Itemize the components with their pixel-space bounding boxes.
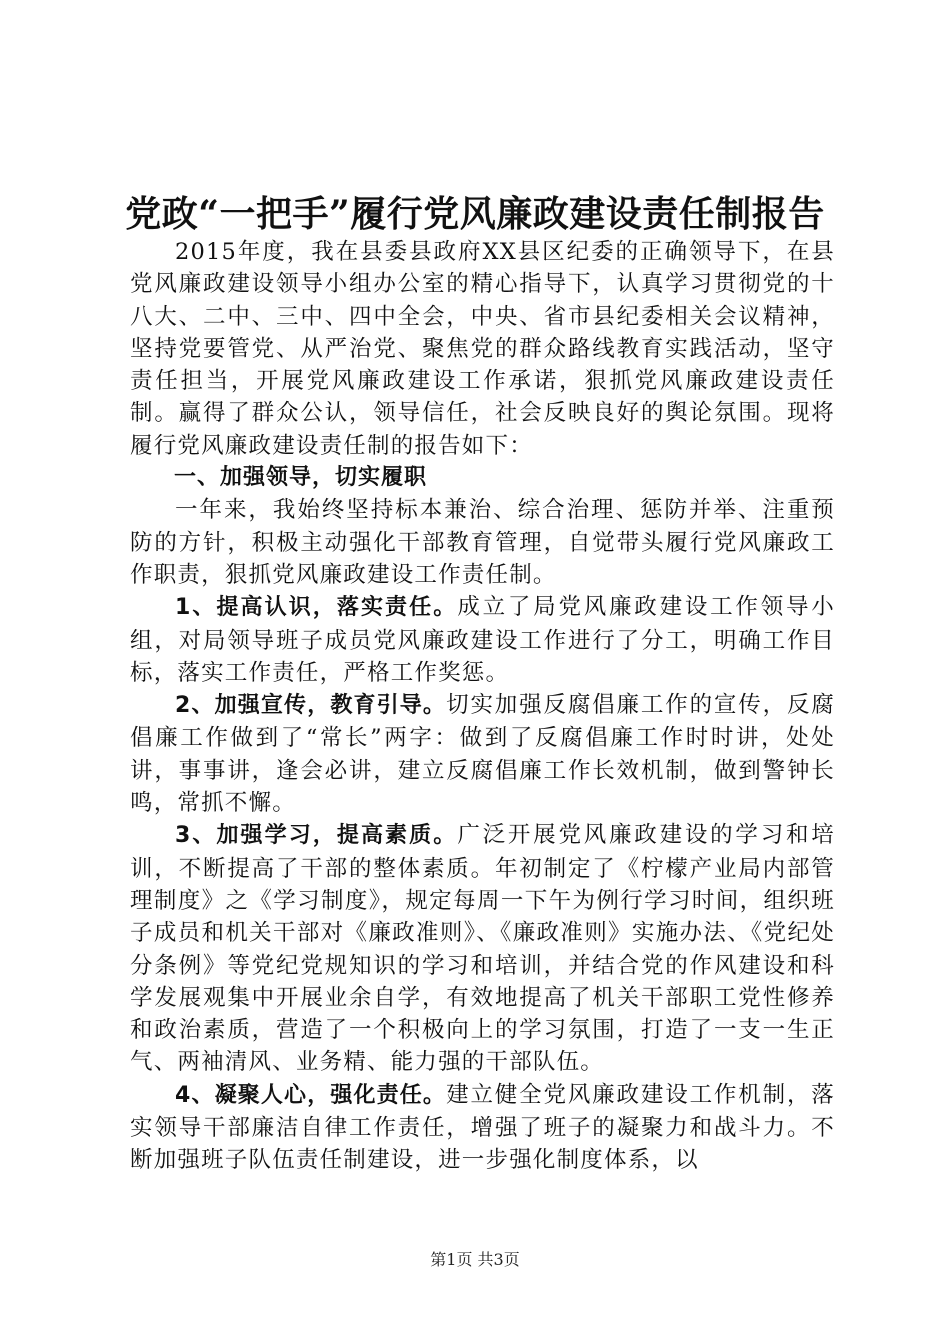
paragraph-lead: 4、凝聚人心，强化责任。 [175, 1082, 447, 1108]
paragraph-lead: 2、加强宣传，教育引导。 [175, 693, 447, 719]
document-body [130, 236, 835, 1177]
intro-paragraph: 2015年度，我在县委县政府XX县区纪委的正确领导下，在县党风廉政建设领导小组办公室的精心指导下，认真学习贯彻党的十八大、二中、三中、四中全会，中央、省市县纪委相关会议精神，坚持党要管党、从严治党、聚焦党的群众路线教育实践活动，坚守责任担当，开展党风廉政建设工作承诺，狠抓党风廉政建设责任制。赢得了群众公认，领导信任，社会反映良好的舆论氛围。现将履行党风廉政建设责任制的报告如下： [130, 239, 835, 459]
paragraph-text: 广泛开展党风廉政建设的学习和培训，不断提高了干部的整体素质。年初制定了《柠檬产业局内部管理制度》之《学习制度》，规定每周一下午为例行学习时间，组织班子成员和机关干部对《廉政准则》、《廉政准则》实施办法、《党纪处分条例》等党纪党规知识的学习和培训，并结合党的作风建设和科学发展观集中开展业余自学，有效地提高了机关干部职工党性修养和政治素质，营造了一个积极向上的学习氛围，打造了一支一生正气、两袖清风、业务精、能力强的干部队伍。 [130, 822, 835, 1076]
section-paragraph: 一年来，我始终坚持标本兼治、综合治理、惩防并举、注重预防的方针，积极主动强化干部教育管理，自觉带头履行党风廉政工作职责，狠抓党风廉政建设工作责任制。 [130, 497, 835, 588]
numbered-paragraph-1 [130, 591, 835, 689]
paragraph-text: 建立健全党风廉政建设工作机制，落实领导干部廉洁自律工作责任，增强了班子的凝聚力和战斗力。不断加强班子队伍责任制建设，进一步强化制度体系，以 [130, 1081, 836, 1174]
numbered-paragraph-2 [130, 689, 835, 819]
page-number-footer: 第1页 共3页 [430, 1250, 520, 1269]
paragraph-lead: 3、加强学习，提高素质。 [175, 823, 458, 849]
section-heading: 一、加强领导，切实履职 [174, 465, 428, 491]
numbered-paragraph-4 [130, 1079, 835, 1177]
numbered-paragraph-3 [130, 819, 835, 1078]
paragraph-text: 成立了局党风廉政建设工作领导小组，对局领导班子成员党风廉政建设工作进行了分工，明确工作目标，落实工作责任，严格工作奖惩。 [130, 594, 835, 686]
paragraph-lead: 1、提高认识，落实责任。 [175, 595, 458, 621]
document-title: 党政“一把手”履行党风廉政建设责任制报告 [125, 193, 825, 235]
paragraph-text: 切实加强反腐倡廉工作的宣传，反腐倡廉工作做到了“常长”两字：做到了反腐倡廉工作时时讲，处处讲，事事讲，逢会必讲，建立反腐倡廉工作长效机制，做到警钟长鸣，常抓不懈。 [130, 692, 836, 817]
